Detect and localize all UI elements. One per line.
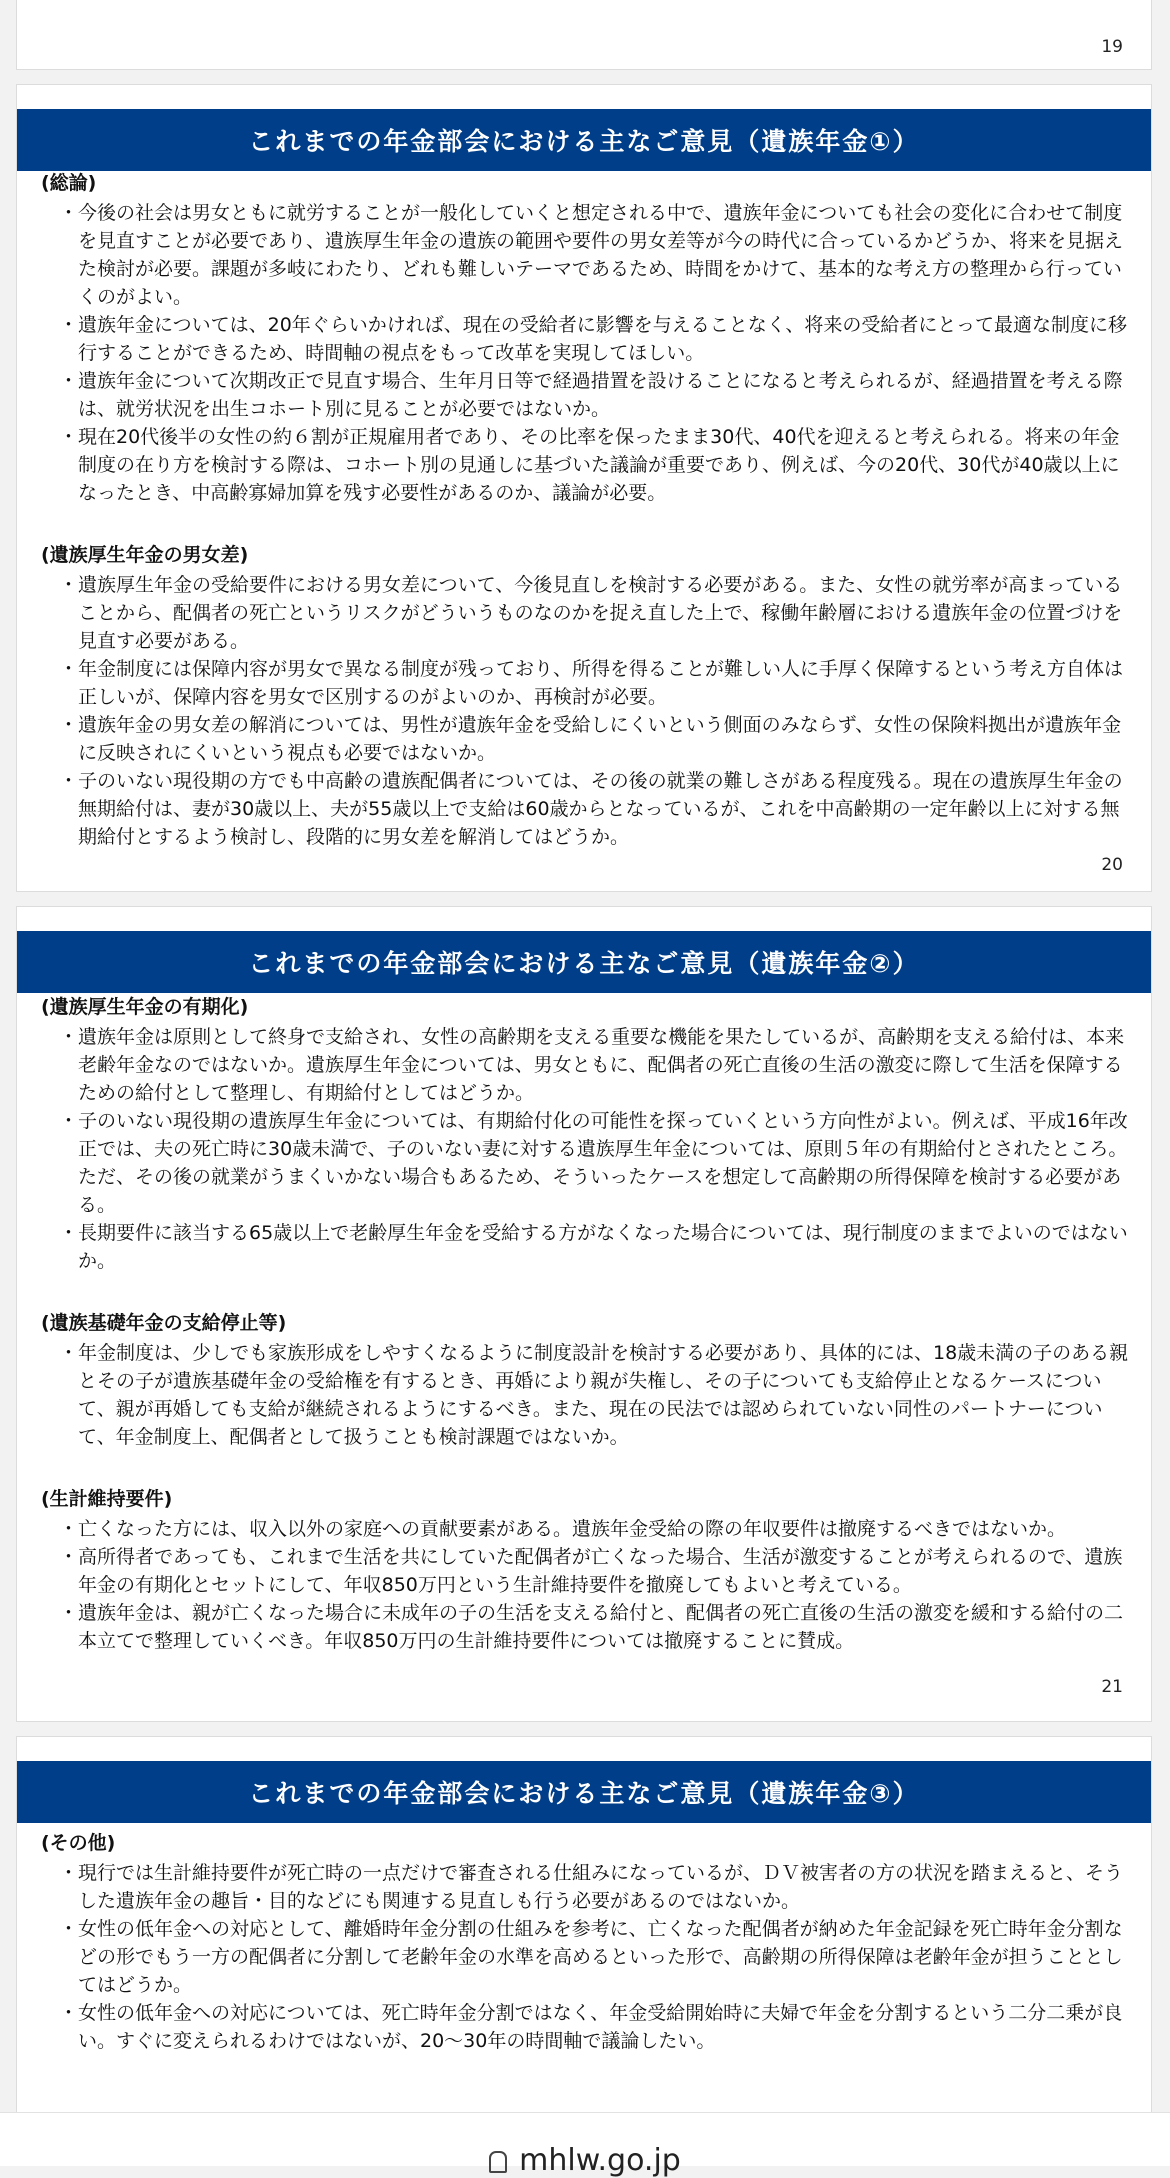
bullet-item: ・ 遺族年金は、親が亡くなった場合に未成年の子の生活を支える給付と、配偶者の死亡直後の生活の激変を緩和する給付の二本立てで整理していくべき。年収850万円の生計維持要件については撤廃することに賛成。 [17,1599,1151,1655]
bullet-mark: ・ [59,2002,79,2024]
bullet-mark: ・ [59,1602,79,1624]
bullet-mark: ・ [59,1862,79,1884]
section-fixed-term [17,995,1151,1275]
bullet-item: ・ 長期要件に該当する65歳以上で老齢厚生年金を受給する方がなくなった場合については、現行制度のままでよいのではないか。 [17,1219,1151,1275]
section-basic-pension-suspension [17,1311,1151,1451]
slide-title: これまでの年金部会における主なご意見（遺族年金①） [17,109,1151,171]
bullet-mark: ・ [59,714,79,736]
slide-19-fragment [16,0,1152,70]
bullet-mark: ・ [59,1342,79,1364]
slide-content [17,171,1151,851]
bullet-mark: ・ [59,1546,79,1568]
url-text: mhlw.go.jp [519,2143,681,2178]
section-heading: (その他) [41,1832,116,1854]
bullet-item: ・ 女性の低年金への対応については、死亡時年金分割ではなく、年金受給開始時に夫婦で年金を分割するという二分二乗が良い。すぐに変えられるわけではないが、20～30年の時間軸で議論したい。 [17,1999,1151,2055]
bullet-mark: ・ [59,314,79,336]
bullet-item: ・ 遺族年金は原則として終身で支給され、女性の高齢期を支える重要な機能を果たしているが、高齢期を支える給付は、本来老齢年金なのではないか。遺族厚生年金については、男女ともに、配偶者の死亡直後の生活の激変に際して生活を保障するための給付として整理し、有期給付としてはどうか。 [17,1023,1151,1107]
bullet-item: ・ 子のいない現役期の遺族厚生年金については、有期給付化の可能性を探っていくという方向性がよい。例えば、平成16年改正では、夫の死亡時に30歳未満で、子のいない妻に対する遺族厚生年金については、原則５年の有期給付とされたところ。ただ、その後の就業がうまくいかない場合もあるため、そういったケースを想定して高齢期の所得保障を検討する必要がある。 [17,1107,1151,1219]
slide-content [17,995,1151,1655]
section-heading: (遺族厚生年金の男女差) [41,544,249,566]
slide-content [17,1831,1151,2055]
bullet-mark: ・ [59,770,79,792]
section-livelihood-requirement [17,1487,1151,1655]
section-heading: (総論) [41,172,97,194]
slide-title: これまでの年金部会における主なご意見（遺族年金③） [17,1761,1151,1823]
url-display[interactable] [0,2143,1170,2178]
bullet-mark: ・ [59,202,79,224]
slide-21 [16,906,1152,1722]
slide-22 [16,1736,1152,2126]
bullet-mark: ・ [59,574,79,596]
section-gender-difference [17,543,1151,851]
page-number: 20 [1101,855,1123,875]
bullet-item: ・ 遺族年金の男女差の解消については、男性が遺族年金を受給しにくいという側面のみならず、女性の保険料拠出が遺族年金に反映されにくいという視点も必要ではないか。 [17,711,1151,767]
section-other [17,1831,1151,2055]
bullet-mark: ・ [59,1918,79,1940]
bullet-mark: ・ [59,426,79,448]
slide-20 [16,84,1152,892]
section-heading: (遺族基礎年金の支給停止等) [41,1312,287,1334]
bullet-mark: ・ [59,370,79,392]
bullet-mark: ・ [59,658,79,680]
bullet-item: ・ 今後の社会は男女ともに就労することが一般化していくと想定される中で、遺族年金についても社会の変化に合わせて制度を見直すことが必要であり、遺族厚生年金の遺族の範囲や要件の男女差等が今の時代に合っているかどうか、将来を見据えた検討が必要。課題が多岐にわたり、どれも難しいテーマであるため、時間をかけて、基本的な考え方の整理から行っていくのがよい。 [17,199,1151,311]
bullet-item: ・ 年金制度には保障内容が男女で異なる制度が残っており、所得を得ることが難しい人に手厚く保障するという考え方自体は正しいが、保障内容を男女で区別するのがよいのか、再検討が必要。 [17,655,1151,711]
bullet-item: ・ 遺族年金については、20年ぐらいかければ、現在の受給者に影響を与えることなく、将来の受給者にとって最適な制度に移行することができるため、時間軸の視点をもって改革を実現してほしい。 [17,311,1151,367]
browser-address-bar[interactable] [0,2112,1170,2178]
page-number: 19 [1101,37,1123,57]
bullet-item: ・ 女性の低年金への対応として、離婚時年金分割の仕組みを参考に、亡くなった配偶者が納めた年金記録を死亡時年金分割などの形でもう一方の配偶者に分割して老齢年金の水準を高めるといった形で、高齢期の所得保障は老齢年金が担うこととしてはどうか。 [17,1915,1151,1999]
bullet-item: ・ 子のいない現役期の方でも中高齢の遺族配偶者については、その後の就業の難しさがある程度残る。現在の遺族厚生年金の無期給付は、妻が30歳以上、夫が55歳以上で支給は60歳からとなっているが、これを中高齢期の一定年齢以上に対する無期給付とするよう検討し、段階的に男女差を解消してはどうか。 [17,767,1151,851]
bullet-mark: ・ [59,1518,79,1540]
section-heading: (遺族厚生年金の有期化) [41,996,249,1018]
bullet-item: ・ 高所得者であっても、これまで生活を共にしていた配偶者が亡くなった場合、生活が激変することが考えられるので、遺族年金の有期化とセットにして、年収850万円という生計維持要件を撤廃してもよいと考えている。 [17,1543,1151,1599]
bullet-item: ・ 現行では生計維持要件が死亡時の一点だけで審査される仕組みになっているが、ＤＶ被害者の方の状況を踏まえると、そうした遺族年金の趣旨・目的などにも関連する見直しも行う必要があるのではないか。 [17,1859,1151,1915]
bullet-item: ・ 遺族厚生年金の受給要件における男女差について、今後見直しを検討する必要がある。また、女性の就労率が高まっていることから、配偶者の死亡というリスクがどういうものなのかを捉え直した上で、稼働年齢層における遺族年金の位置づけを見直す必要がある。 [17,571,1151,655]
bullet-mark: ・ [59,1026,79,1048]
bullet-mark: ・ [59,1110,79,1132]
bullet-mark: ・ [59,1222,79,1244]
section-general [17,171,1151,507]
bullet-item: ・ 亡くなった方には、収入以外の家庭への貢献要素がある。遺族年金受給の際の年収要件は撤廃するべきではないか。 [17,1515,1151,1543]
lock-icon [489,2151,507,2173]
slide-title: これまでの年金部会における主なご意見（遺族年金②） [17,931,1151,993]
bullet-item: ・ 現在20代後半の女性の約６割が正規雇用者であり、その比率を保ったまま30代、40代を迎えると考えられる。将来の年金制度の在り方を検討する際は、コホート別の見通しに基づいた議論が重要であり、例えば、今の20代、30代が40歳以上になったとき、中高齢寡婦加算を残す必要性があるのか、議論が必要。 [17,423,1151,507]
bullet-item: ・ 年金制度は、少しでも家族形成をしやすくなるように制度設計を検討する必要があり、具体的には、18歳未満の子のある親とその子が遺族基礎年金の受給権を有するとき、再婚により親が失権し、その子についても支給停止となるケースについて、親が再婚しても支給が継続されるようにするべき。また、現在の民法では認められていない同性のパートナーについて、年金制度上、配偶者として扱うことも検討課題ではないか。 [17,1339,1151,1451]
bullet-item: ・ 遺族年金について次期改正で見直す場合、生年月日等で経過措置を設けることになると考えられるが、経過措置を考える際は、就労状況を出生コホート別に見ることが必要ではないか。 [17,367,1151,423]
page-number: 21 [1101,1677,1123,1697]
section-heading: (生計維持要件) [41,1488,173,1510]
